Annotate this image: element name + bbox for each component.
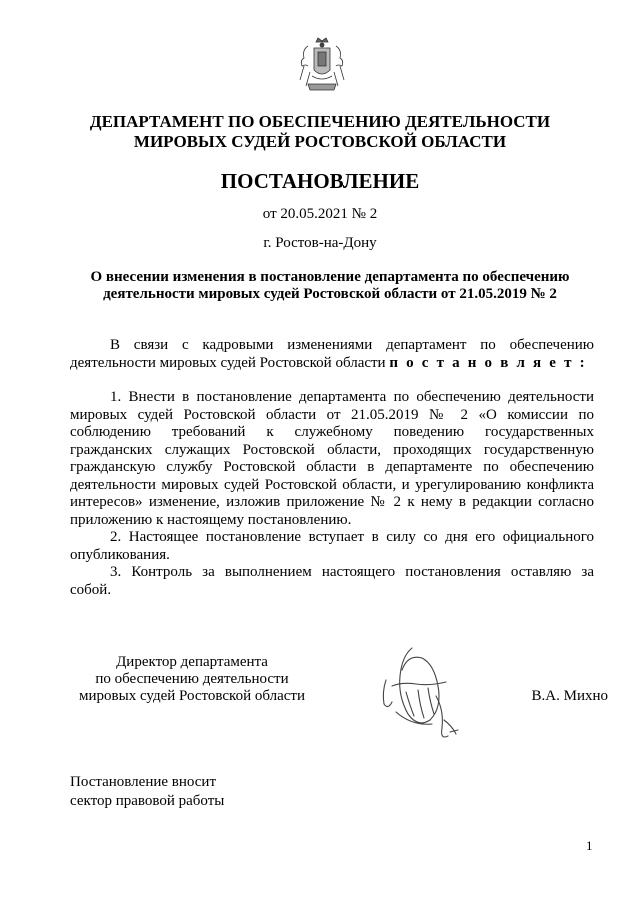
department-title-line-2: МИРОВЫХ СУДЕЙ РОСТОВСКОЙ ОБЛАСТИ [133,132,507,151]
signer-title-line-3: мировых судей Ростовской области [79,688,305,704]
item-2-paragraph: 2. Настоящее постановление вступает в силу со дня его официального опубликования. [70,529,594,563]
document-city: г. Ростов-на-Дону [263,235,377,251]
page-number: 1 [586,838,593,853]
document-type-heading: ПОСТАНОВЛЕНИЕ [220,169,420,193]
signer-title-line-2: по обеспечению деятельности [95,671,289,687]
subject-line-2: деятельности мировых судей Ростовской области от 21.05.2019 № 2 [103,286,557,302]
department-title [40,112,600,152]
preamble-text: В связи с кадровыми изменениями департамент по обеспечению деятельности мировых судей Ростовской области [70,337,594,371]
item-1-paragraph: 1. Внести в постановление департамента по обеспечению деятельности мировых судей Ростовской области от 21.05.2019 № 2 «О комиссии по соблюдению требований к служебному поведению государственных гражданских служащих Ростовской области, проходящих государственную гражданскую службу Ростовской области в департаменте по обеспечению деятельности мировых судей Ростовской области, и урегулированию конфликта интересов» изменение, изложив приложение № 2 к нему в редакции согласно приложению к настоящему постановлению. [70,389,594,528]
document-date-number: от 20.05.2021 № 2 [262,206,378,222]
preamble-paragraph [70,337,594,372]
signer-title [70,654,314,705]
document-body [70,337,594,599]
item-3-paragraph: 3. Контроль за выполнением настоящего постановления оставляю за собой. [70,564,594,598]
signer-name: В.А. Михно [531,688,608,704]
signer-title-line-1: Директор департамента [116,654,268,670]
subject-line-1: О внесении изменения в постановление департамента по обеспечению [90,269,570,285]
footer-note-line-2: сектор правовой работы [70,793,225,809]
footer-note [70,773,330,811]
handwritten-signature-icon [372,636,468,752]
coat-of-arms-icon [298,36,346,94]
footer-note-line-1: Постановление вносит [70,774,217,790]
document-subject [70,269,590,303]
department-title-line-1: ДЕПАРТАМЕНТ ПО ОБЕСПЕЧЕНИЮ ДЕЯТЕЛЬНОСТИ [89,112,551,131]
preamble-decree-word: п о с т а н о в л я е т : [389,354,587,371]
